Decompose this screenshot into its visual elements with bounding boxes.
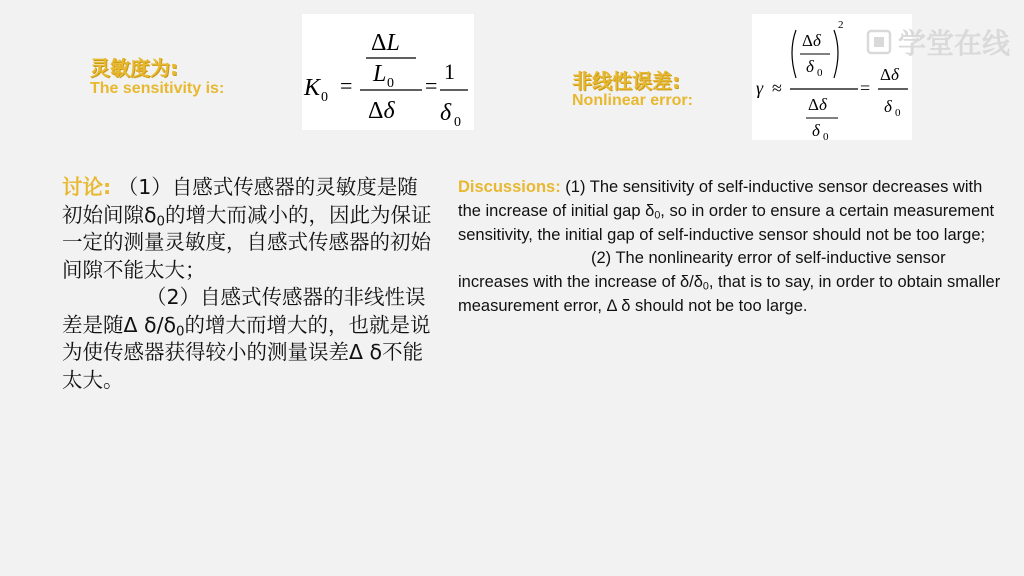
svg-text:0: 0 [321, 90, 328, 105]
discussion-en-p2-subscript: 0 [702, 280, 709, 293]
discussion-cn-paragraph-2 [62, 284, 434, 394]
svg-text:=: = [340, 73, 353, 98]
svg-text:=: = [860, 78, 871, 98]
svg-text:Δδ: Δδ [808, 95, 827, 114]
sensitivity-label-cn: 灵敏度为: [90, 56, 178, 80]
svg-text:2: 2 [838, 19, 844, 31]
discussion-en-label: Discussions: [458, 178, 561, 196]
discussion-en-p1-text-a: (1) The sensitivity of self-inductive sensor decreases with the increase of initial gap δ [458, 178, 983, 220]
sensitivity-formula [302, 14, 474, 130]
discussion-en-paragraph-1 [458, 176, 1006, 247]
discussion-en-p1-subscript: 0 [654, 209, 661, 222]
discussion-cn-p1-text-a: （1）自感式传感器的灵敏度是随初始间隙δ [62, 175, 418, 227]
discussion-cn-p1-text-b: 的增大而减小的，因此为保证一定的测量灵敏度，自感式传感器的初始间隙不能太大； [62, 202, 432, 282]
svg-text:≈: ≈ [772, 78, 782, 98]
discussion-en-p2-text-b: , that is to say, in order to obtain smaller measurement error, Δ δ should not be too large. [458, 273, 1001, 315]
svg-text:0: 0 [823, 131, 829, 140]
discussion-cn-p2-text-b: 的增大而增大的，也就是说为使传感器获得较小的测量误差Δ δ不能太大。 [62, 312, 431, 392]
svg-text:δ: δ [806, 57, 814, 76]
nonlinear-label-cn: 非线性误差: [572, 69, 680, 93]
svg-text:0: 0 [387, 76, 394, 91]
svg-text:ΔL: ΔL [371, 30, 400, 56]
svg-text:=: = [425, 73, 438, 98]
discussion-cn [62, 174, 434, 394]
svg-text:K: K [304, 75, 321, 101]
discussion-cn-p1-subscript: 0 [156, 213, 166, 229]
discussion-en [458, 176, 1006, 319]
svg-text:δ: δ [440, 100, 452, 126]
svg-text:1: 1 [444, 59, 455, 84]
svg-text:δ: δ [812, 121, 820, 140]
svg-text:Δδ: Δδ [880, 65, 899, 84]
discussion-en-p2-text-a: (2) The nonlinearity error of self-inductive sensor increases with the increase of δ/δ [458, 249, 946, 292]
discussion-cn-p2-text-a: （2）自感式传感器的非线性误差是随Δ δ/δ [62, 285, 426, 337]
svg-text:Δδ: Δδ [368, 98, 395, 124]
sensitivity-label-en: The sensitivity is: [90, 80, 225, 97]
watermark-text: 学堂在线 [897, 27, 1010, 60]
xuetangx-logo-icon [866, 29, 892, 55]
svg-text:0: 0 [817, 67, 823, 79]
svg-text:γ: γ [756, 78, 764, 98]
svg-text:0: 0 [895, 107, 901, 119]
svg-text:0: 0 [454, 115, 461, 130]
discussion-en-p1-text-b: , so in order to ensure a certain measurement sensitivity, the initial gap of self-inductive sensor should not be too large; [458, 201, 995, 244]
nonlinear-label-en: Nonlinear error: [572, 92, 693, 109]
discussion-cn-p2-subscript: 0 [176, 323, 185, 339]
svg-text:Δδ: Δδ [802, 31, 821, 50]
discussion-cn-paragraph-1 [62, 174, 434, 284]
svg-text:L: L [373, 61, 387, 87]
discussion-en-paragraph-2 [458, 247, 1006, 318]
watermark [866, 22, 1010, 62]
discussion-cn-label: 讨论: [62, 175, 112, 199]
svg-text:δ: δ [884, 97, 892, 116]
